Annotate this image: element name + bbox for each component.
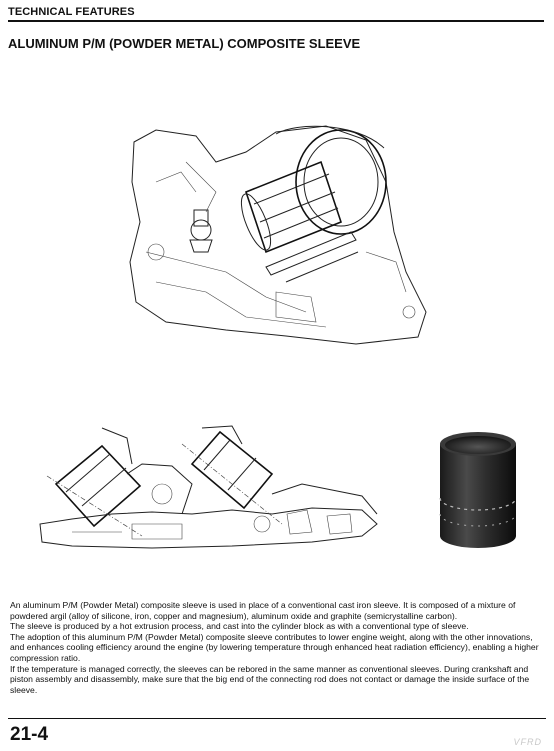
footer-divider <box>8 718 546 719</box>
composite-sleeve-photo <box>434 428 522 557</box>
body-text <box>10 600 548 695</box>
engine-block-cutaway-illustration <box>126 122 436 352</box>
v-engine-cross-section-illustration <box>32 424 387 559</box>
paragraph-reboring: If the temperature is managed correctly, the sleeves can be rebored in the same manner as conventional sleeves. During crankshaft and piston assembly and disassembly, make sure that the big end of the connecting rod does not contact or damage the inside surface of the sleeve. <box>10 663 530 695</box>
section-header: TECHNICAL FEATURES <box>8 6 544 22</box>
watermark: VFRD <box>513 737 542 747</box>
paragraph-benefits: The adoption of this aluminum P/M (Powder Metal) composite sleeve contributes to lower engine weight, along with the other innovations, and enhances cooling efficiency around the engine (by lowering temperature through enhanced heat radiation efficiency), enabling a higher compression ratio. <box>10 631 539 663</box>
page-title: ALUMINUM P/M (POWDER METAL) COMPOSITE SLEEVE <box>8 36 361 51</box>
paragraph-production: The sleeve is produced by a hot extrusion process, and cast into the cylinder block as with a conventional type of sleeve. <box>10 621 469 632</box>
page-number: 21-4 <box>10 724 49 745</box>
paragraph-composition: An aluminum P/M (Powder Metal) composite sleeve is used in place of a conventional cast iron sleeve. It is composed of a mixture of powdered argil (alloy of silicone, iron, copper and magnesium), aluminum oxide and graphite (semicrystalline carbon). <box>10 600 516 621</box>
